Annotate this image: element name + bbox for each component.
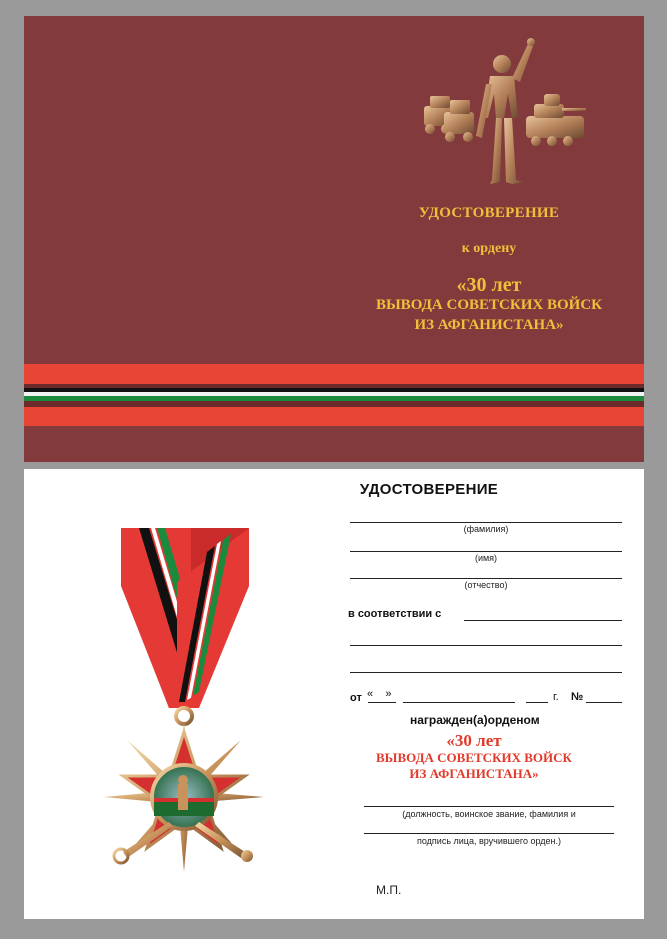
accordance-label: в соответствии с (348, 608, 442, 620)
certificate-cover (24, 16, 644, 462)
cover-award-line3: ИЗ АФГАНИСТАНА» (414, 317, 564, 333)
signature-line[interactable] (364, 833, 614, 834)
sheet-title: УДОСТОВЕРЕНИЕ (359, 481, 499, 498)
accordance-line-2[interactable] (350, 645, 622, 646)
position-caption: (должность, воинское звание, фамилия и (402, 809, 576, 819)
day-line[interactable] (368, 702, 396, 703)
award-line1: «30 лет (446, 731, 502, 750)
name-caption: (имя) (474, 553, 498, 563)
date-from-label: от (350, 692, 362, 704)
number-line[interactable] (586, 702, 622, 703)
soldier-statue-image (416, 34, 596, 192)
patronymic-caption: (отчество) (464, 580, 508, 590)
surname-caption: (фамилия) (463, 524, 509, 534)
month-line[interactable] (403, 702, 515, 703)
awarded-text: награжден(а)орденом (410, 713, 540, 727)
cover-subtitle: к ордену (461, 241, 517, 256)
year-line[interactable] (526, 702, 548, 703)
certificate-sheet (24, 469, 644, 919)
surname-line[interactable] (350, 522, 622, 523)
cover-award-line2: ВЫВОДА СОВЕТСКИХ ВОЙСК (375, 297, 603, 313)
accordance-line-3[interactable] (350, 672, 622, 673)
signature-caption: подпись лица, вручившего орден.) (417, 836, 561, 846)
date-quote-marks: « » (367, 688, 392, 700)
year-label: г. (553, 691, 559, 703)
ribbon-stripes (24, 364, 644, 426)
cover-title: УДОСТОВЕРЕНИЕ (418, 205, 560, 221)
cover-award-line1: «30 лет (456, 274, 522, 296)
award-line2: ВЫВОДА СОВЕТСКИХ ВОЙСК (376, 750, 572, 765)
number-label: № (571, 691, 584, 703)
name-line[interactable] (350, 551, 622, 552)
position-line[interactable] (364, 806, 614, 807)
stamp-place-label: М.П. (376, 883, 402, 897)
order-medal-image (99, 522, 269, 894)
accordance-line-1[interactable] (464, 620, 622, 621)
award-line3: ИЗ АФГАНИСТАНА» (409, 766, 539, 781)
patronymic-line[interactable] (350, 578, 622, 579)
